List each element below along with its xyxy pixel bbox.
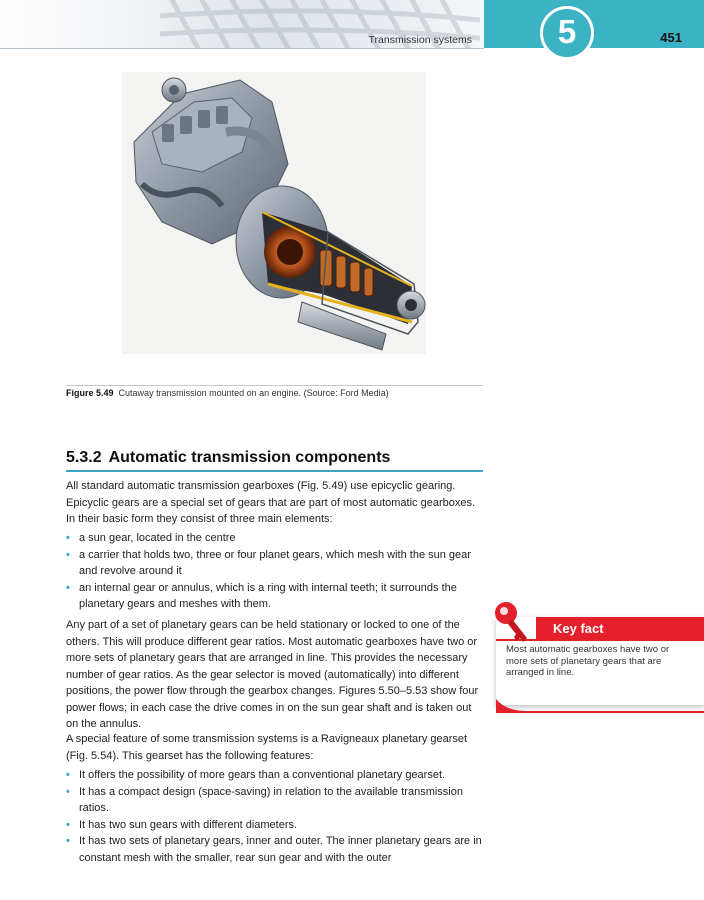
page-header [0, 0, 484, 49]
chapter-number-badge: 5 [540, 6, 594, 60]
list-item: • an internal gear or annulus, which is a ring with internal teeth; it surrounds the planetary gears and meshes with them. [66, 580, 486, 613]
key-fact-text: Most automatic gearboxes have two or more sets of planetary gears that are arranged in line. [506, 644, 670, 678]
transmission-illustration [122, 72, 426, 354]
figure-caption-text: Cutaway transmission mounted on an engine. (Source: Ford Media) [118, 388, 389, 398]
list-item: • a sun gear, located in the centre [66, 530, 486, 547]
key-icon [493, 600, 533, 646]
chapter-tab [484, 0, 704, 48]
list-item: • It offers the possibility of more gears than a conventional planetary gearset. [66, 767, 486, 784]
paragraph-power-flow [66, 617, 486, 733]
page-number: 451 [660, 30, 682, 45]
intro-text: All standard automatic transmission gearboxes (Fig. 5.49) use epicyclic gearing. Epicyclic gears are a special set of gears that are part of most automatic gearboxes. In their basic form they consist of three main elements: [66, 480, 476, 525]
figure-label: Figure 5.49 [66, 388, 114, 398]
figure-caption [66, 388, 389, 398]
section-title: Automatic transmission components [108, 449, 391, 466]
intro-paragraph [66, 478, 486, 528]
paragraph-text: A special feature of some transmission systems is a Ravigneaux planetary gearset (Fig. 5.54). This gearset has the following features: [66, 733, 468, 762]
key-fact-title: Key fact [553, 621, 604, 636]
figure-image [122, 72, 426, 354]
elements-list [66, 530, 486, 613]
list-item: • It has a compact design (space-saving) in relation to the available transmission ratios. [66, 784, 486, 817]
paragraph-text: Any part of a set of planetary gears can be held stationary or locked to one of the others. This will produce different gear ratios. Most automatic gearboxes have two or more sets of planetary gears that are arranged in line. This provides the necessary number of gear ratios. As the gear selector is moved (automatically) into different positions, the power flow through the gearbox changes. Figures 5.50–5.53 show four power flows; in each case the drive comes in on the sun gear shaft and is taken out on the annulus. [66, 619, 479, 730]
section-heading [66, 449, 483, 472]
section-label: Transmission systems [368, 34, 472, 46]
figure-divider [66, 385, 483, 386]
key-fact-swoosh [496, 697, 704, 713]
list-item: • It has two sun gears with different diameters. [66, 817, 486, 834]
list-item: • a carrier that holds two, three or four planet gears, which mesh with the sun gear and revolve around it [66, 547, 486, 580]
key-fact-box [496, 617, 704, 712]
features-list [66, 767, 486, 866]
list-item: • It has two sets of planetary gears, inner and outer. The inner planetary gears are in constant mesh with the smaller, rear sun gear and with the outer [66, 833, 486, 866]
section-number: 5.3.2 [66, 449, 102, 466]
paragraph-ravigneaux [66, 731, 486, 764]
